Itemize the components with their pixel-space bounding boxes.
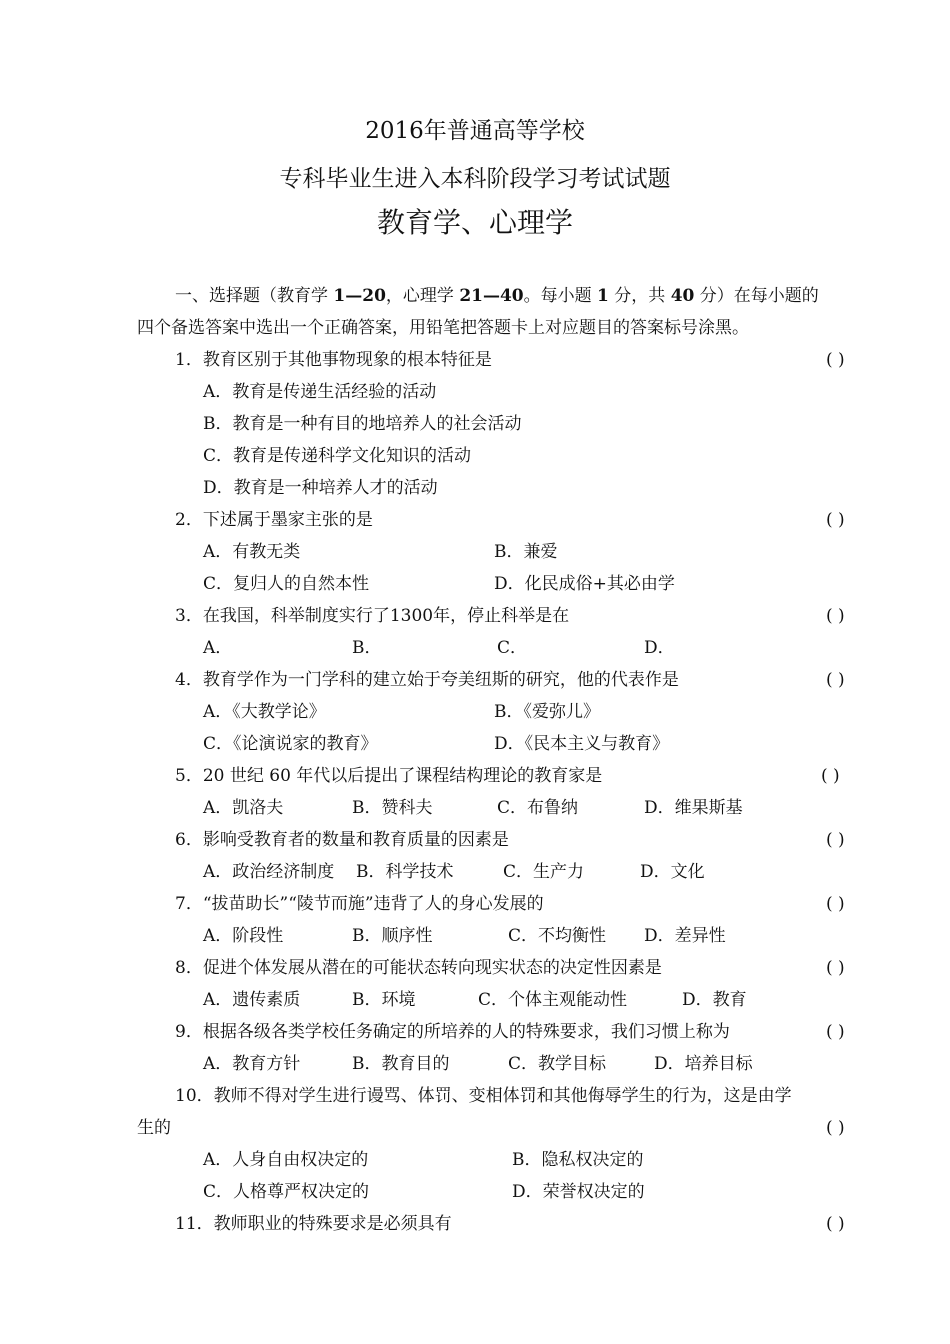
option-c: C． <box>497 638 528 658</box>
option-a: A．政治经济制度 <box>203 862 335 882</box>
instruction-range-2: 21—40 <box>459 286 524 306</box>
instruction-text: 分，共 <box>608 286 671 306</box>
option-a: A．教育方针 <box>203 1054 301 1074</box>
option-d: D．教育 <box>682 990 747 1010</box>
question-stem: 7．“拔苗助长”“陵节而施”违背了人的身心发展的 <box>175 894 544 914</box>
answer-parentheses: ( ) <box>826 830 845 850</box>
option-d: D．《民本主义与教育》 <box>494 734 670 754</box>
exam-name-title: 专科毕业生进入本科阶段学习考试试题 <box>279 166 671 192</box>
option-a: A．教育是传递生活经验的活动 <box>203 382 437 402</box>
section-instruction-cont: 四个备选答案中选出一个正确答案，用铅笔把答题卡上对应题目的答案标号涂黑。 <box>137 318 749 338</box>
option-d: D．培养目标 <box>654 1054 753 1074</box>
answer-parentheses: ( ) <box>826 510 845 530</box>
option-b: B．教育目的 <box>352 1054 450 1074</box>
answer-parentheses: ( ) <box>826 1118 845 1138</box>
option-d: D． <box>644 638 675 658</box>
option-d: D．教育是一种培养人才的活动 <box>203 478 438 498</box>
question-stem: 3．在我国，科举制度实行了1300年，停止科举是在 <box>175 606 570 626</box>
instruction-text: 分）在每小题的 <box>694 286 819 306</box>
question-stem: 6．影响受教育者的数量和教育质量的因素是 <box>175 830 509 850</box>
option-c: C．生产力 <box>503 862 585 882</box>
option-b: B．《爱弥儿》 <box>494 702 600 722</box>
option-b: B．环境 <box>352 990 416 1010</box>
option-d: D．文化 <box>640 862 705 882</box>
option-d: D．化民成俗+其必由学 <box>494 574 675 594</box>
question-stem: 10．教师不得对学生进行谩骂、体罚、变相体罚和其他侮辱学生的行为，这是由学 <box>175 1086 792 1106</box>
question-stem: 11．教师职业的特殊要求是必须具有 <box>175 1214 452 1234</box>
question-stem: 8．促进个体发展从潜在的可能状态转向现实状态的决定性因素是 <box>175 958 662 978</box>
subject-title: 教育学、心理学 <box>376 206 573 239</box>
answer-parentheses: ( ) <box>826 670 845 690</box>
option-d: D．荣誉权决定的 <box>512 1182 645 1202</box>
answer-parentheses: ( ) <box>826 894 845 914</box>
question-stem: 9．根据各级各类学校任务确定的所培养的人的特殊要求，我们习惯上称为 <box>175 1022 730 1042</box>
option-a: A．凯洛夫 <box>203 798 284 818</box>
option-d: D．差异性 <box>644 926 726 946</box>
option-c: C．人格尊严权决定的 <box>203 1182 370 1202</box>
instruction-score: 1 <box>597 286 609 306</box>
question-stem-cont: 生的 <box>137 1118 171 1138</box>
answer-parentheses: ( ) <box>826 1214 845 1234</box>
section-instruction <box>175 286 819 306</box>
option-c: C．教育是传递科学文化知识的活动 <box>203 446 472 466</box>
instruction-text: 。每小题 <box>523 286 598 306</box>
option-c: C．布鲁纳 <box>497 798 579 818</box>
option-b: B．兼爱 <box>494 542 558 562</box>
question-stem: 4．教育学作为一门学科的建立始于夸美纽斯的研究，他的代表作是 <box>175 670 679 690</box>
question-stem: 5．20 世纪 60 年代以后提出了课程结构理论的教育家是 <box>175 766 603 786</box>
option-c: C．个体主观能动性 <box>478 990 628 1010</box>
answer-parentheses: ( ) <box>826 350 845 370</box>
option-b: B．隐私权决定的 <box>512 1150 644 1170</box>
option-a: A．遗传素质 <box>203 990 301 1010</box>
answer-parentheses: ( ) <box>826 606 845 626</box>
exam-year-title: 2016年普通高等学校 <box>365 118 585 144</box>
option-c: C．《论演说家的教育》 <box>203 734 378 754</box>
option-c: C．复归人的自然本性 <box>203 574 370 594</box>
option-d: D．维果斯基 <box>644 798 743 818</box>
option-c: C．教学目标 <box>508 1054 607 1074</box>
option-c: C．不均衡性 <box>508 926 607 946</box>
instruction-text: 一、选择题（教育学 <box>175 286 334 306</box>
question-stem: 1．教育区别于其他事物现象的根本特征是 <box>175 350 492 370</box>
option-a: A．阶段性 <box>203 926 284 946</box>
option-b: B．赞科夫 <box>352 798 433 818</box>
option-b: B． <box>352 638 382 658</box>
option-b: B．顺序性 <box>352 926 433 946</box>
answer-parentheses: ( ) <box>826 958 845 978</box>
option-b: B．科学技术 <box>356 862 454 882</box>
option-b: B．教育是一种有目的地培养人的社会活动 <box>203 414 522 434</box>
option-a: A． <box>203 638 233 658</box>
instruction-range-1: 1—20 <box>333 286 386 306</box>
instruction-total: 40 <box>670 286 695 306</box>
answer-parentheses: ( ) <box>821 766 840 786</box>
option-a: A．《大教学论》 <box>203 702 326 722</box>
option-a: A．有教无类 <box>203 542 301 562</box>
option-a: A．人身自由权决定的 <box>203 1150 369 1170</box>
answer-parentheses: ( ) <box>826 1022 845 1042</box>
question-stem: 2．下述属于墨家主张的是 <box>175 510 373 530</box>
instruction-text: ，心理学 <box>385 286 460 306</box>
